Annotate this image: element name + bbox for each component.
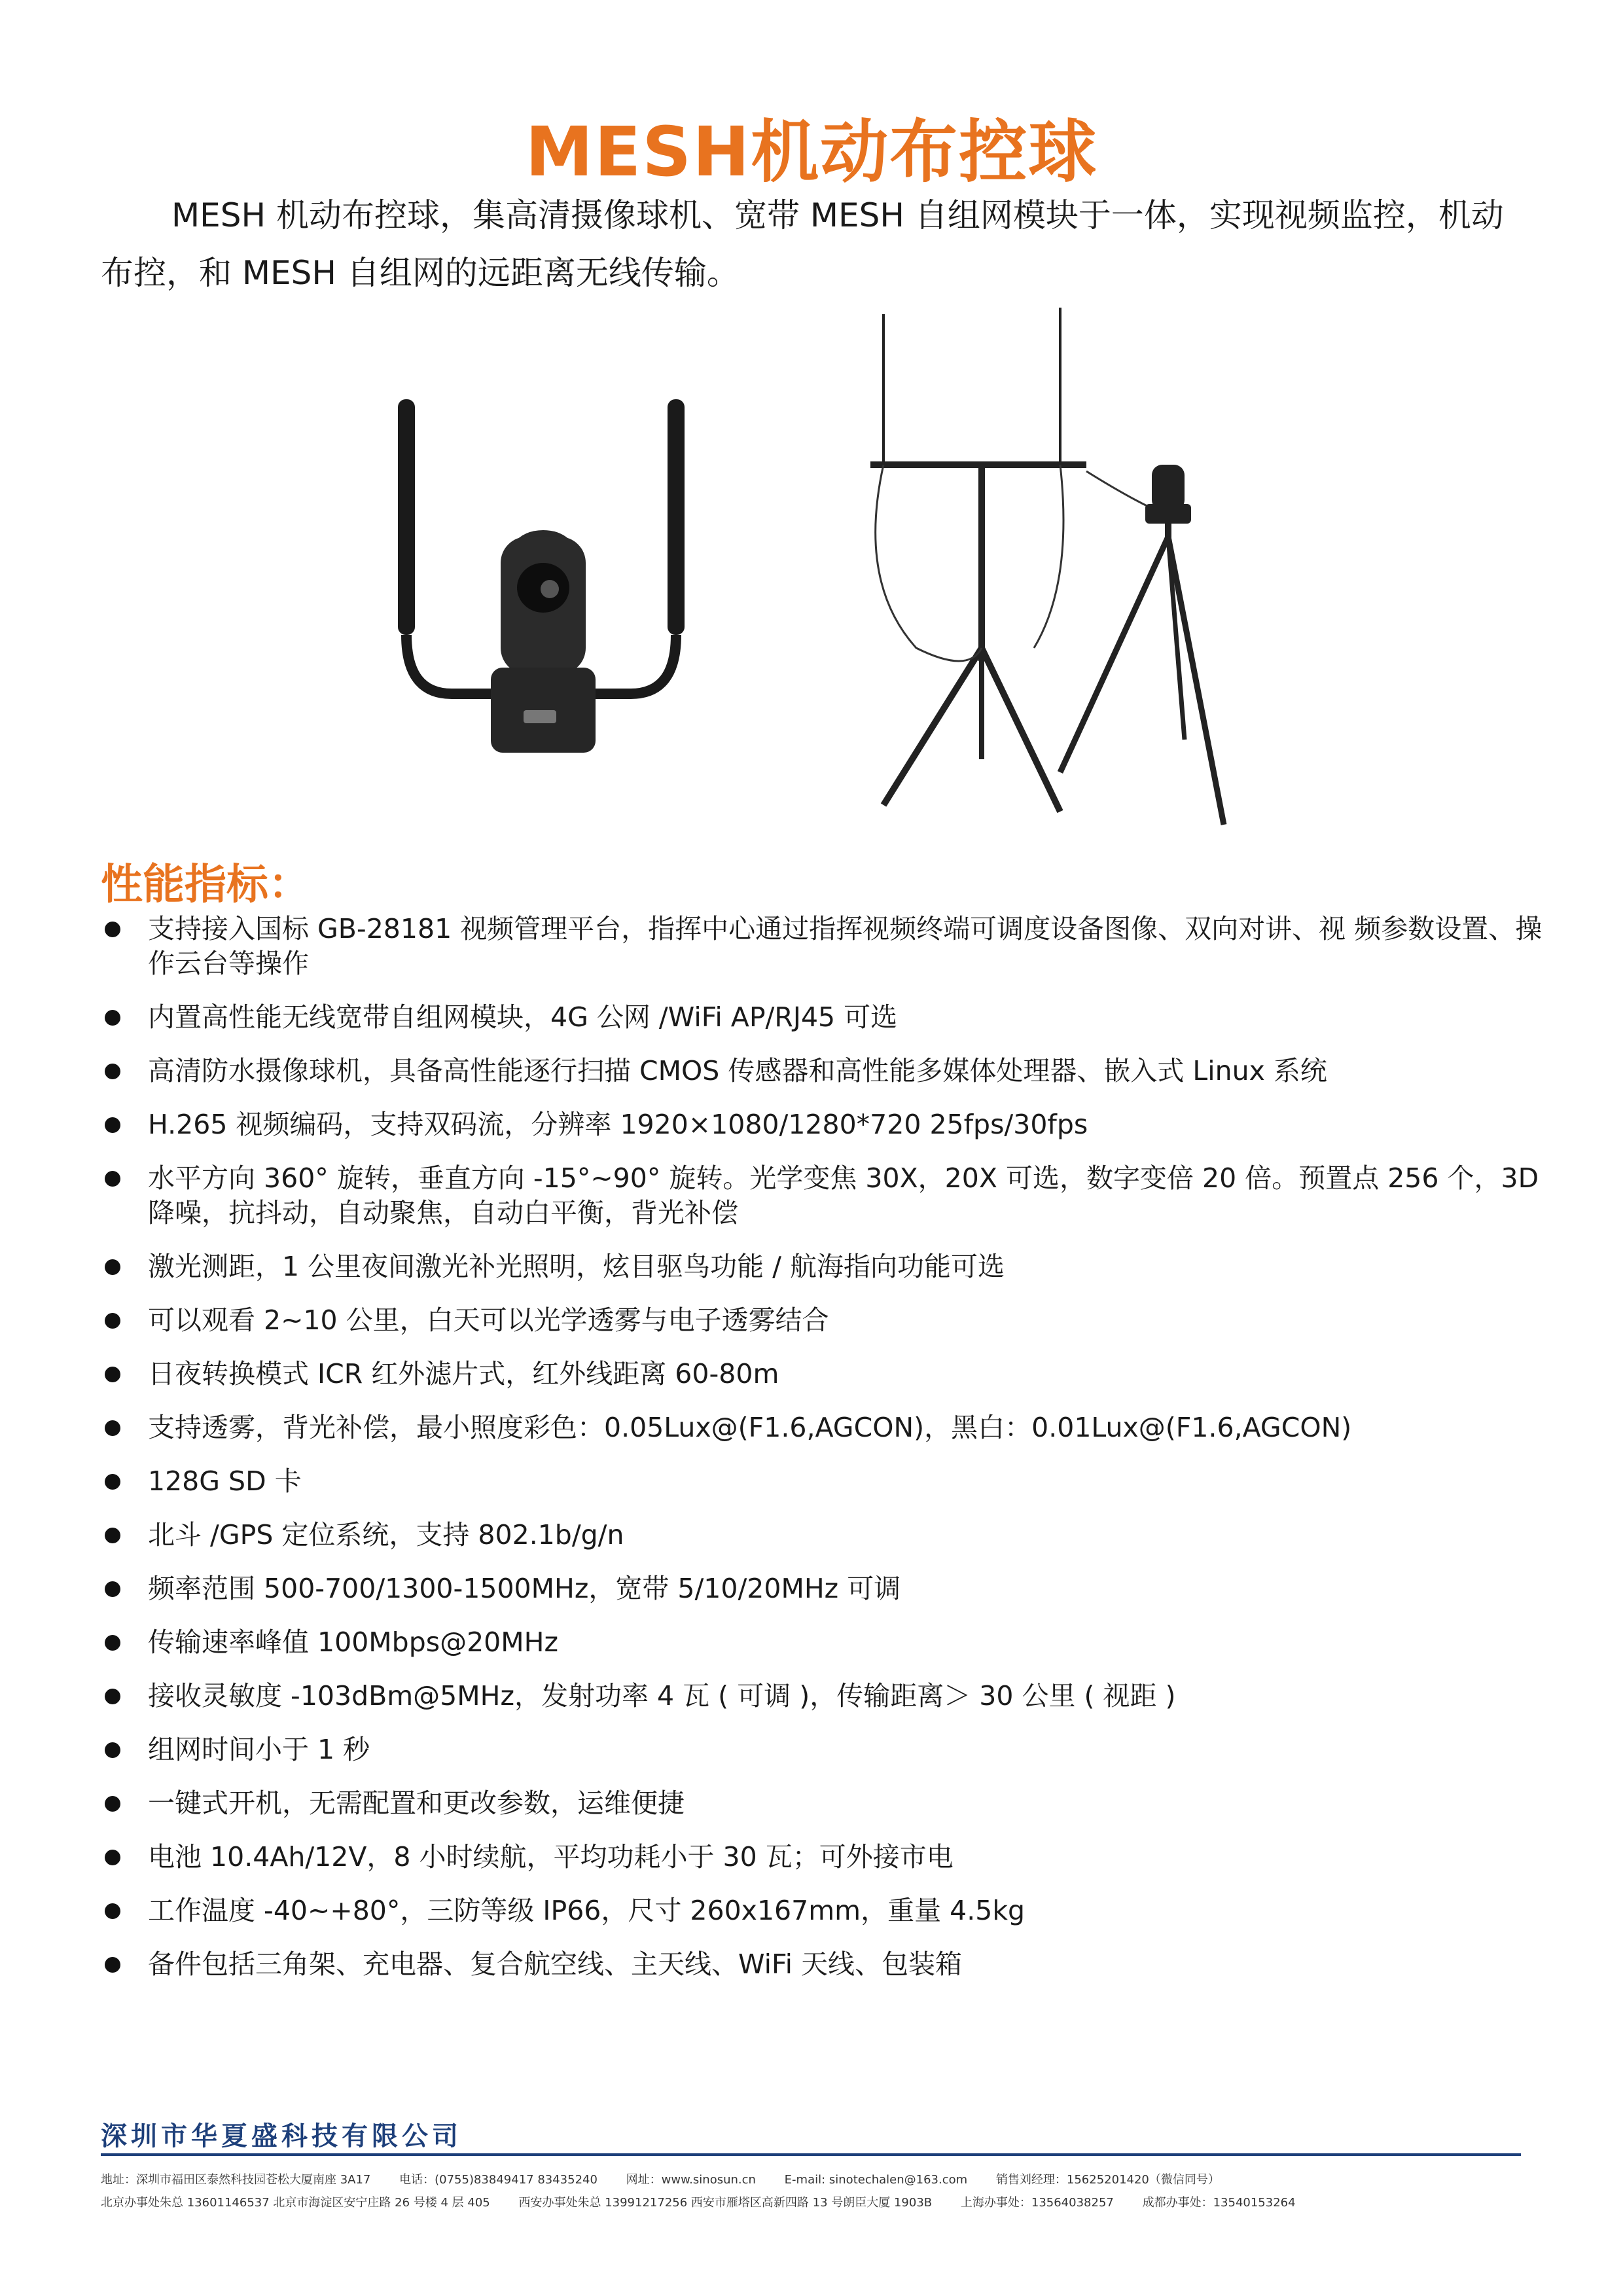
spec-item: 组网时间小于 1 秒	[99, 1732, 1552, 1767]
footer-phone: 电话：(0755)83849417 83435240	[399, 2173, 597, 2187]
spec-item: 激光测距，1 公里夜间激光补光照明，炫目驱鸟功能 / 航海指向功能可选	[99, 1249, 1552, 1284]
spec-item: 传输速率峰值 100Mbps@20MHz	[99, 1625, 1552, 1660]
section-title-specs: 性能指标：	[101, 861, 310, 909]
footer-chengdu-office: 成都办事处：13540153264	[1142, 2196, 1296, 2210]
footer-xian-office: 西安办事处朱总 13991217256 西安市雁塔区高新四路 13 号朗臣大厦 1903B	[518, 2196, 933, 2210]
spec-item: 水平方向 360° 旋转，垂直方向 -15°~90° 旋转。光学变焦 30X，20X 可选，数字变倍 20 倍。预置点 256 个，3D 降噪，抗抖动，自动聚焦，自动白平衡，背光补偿	[99, 1161, 1552, 1230]
footer-divider	[101, 2153, 1521, 2156]
footer-contact-line-1	[101, 2170, 1245, 2187]
footer-shanghai-office: 上海办事处：13564038257	[960, 2196, 1114, 2210]
spec-item: 接收灵敏度 -103dBm@5MHz，发射功率 4 瓦 ( 可调 )，传输距离＞ 30 公里 ( 视距 )	[99, 1679, 1552, 1713]
spec-item: 备件包括三角架、充电器、复合航空线、主天线、WiFi 天线、包装箱	[99, 1947, 1552, 1982]
footer-contact-line-2	[101, 2193, 1321, 2210]
footer-sales-contact: 销售刘经理：15625201420（微信同号）	[995, 2173, 1220, 2187]
spec-item: 内置高性能无线宽带自组网模块，4G 公网 /WiFi AP/RJ45 可选	[99, 1000, 1552, 1035]
footer-company-name: 深圳市华夏盛科技有限公司	[101, 2121, 462, 2151]
spec-item: 电池 10.4Ah/12V，8 小时续航，平均功耗小于 30 瓦；可外接市电	[99, 1840, 1552, 1874]
spec-item: 支持接入国标 GB-28181 视频管理平台，指挥中心通过指挥视频终端可调度设备图像、双向对讲、视 频参数设置、操作云台等操作	[99, 912, 1552, 981]
page-title: MESH机动布控球	[525, 112, 1098, 192]
footer-website: 网址：www.sinosun.cn	[626, 2173, 756, 2187]
spec-item: 频率范围 500-700/1300-1500MHz，宽带 5/10/20MHz 可调	[99, 1571, 1552, 1606]
spec-item: 工作温度 -40~+80°，三防等级 IP66，尺寸 260x167mm，重量 4.5kg	[99, 1893, 1552, 1928]
camera-product-photo	[393, 380, 694, 759]
spec-item: 高清防水摄像球机，具备高性能逐行扫描 CMOS 传感器和高性能多媒体处理器、嵌入式 Linux 系统	[99, 1054, 1552, 1088]
spec-item: 可以观看 2~10 公里，白天可以光学透雾与电子透雾结合	[99, 1303, 1552, 1338]
spec-item: 128G SD 卡	[99, 1464, 1552, 1499]
spec-list	[99, 912, 1552, 2001]
spec-item: 一键式开机，无需配置和更改参数，运维便捷	[99, 1786, 1552, 1821]
tripod-deployment-photo	[864, 308, 1270, 844]
spec-item: H.265 视频编码，支持双码流，分辨率 1920×1080/1280*720 25fps/30fps	[99, 1107, 1552, 1142]
footer-address: 地址：深圳市福田区泰然科技园苍松大厦南座 3A17	[101, 2173, 371, 2187]
intro-paragraph: MESH 机动布控球，集高清摄像球机、宽带 MESH 自组网模块于一体，实现视频监控，机动布控，和 MESH 自组网的远距离无线传输。	[101, 196, 1504, 292]
footer-email: E-mail: sinotechalen@163.com	[784, 2173, 968, 2187]
spec-item: 支持透雾，背光补偿，最小照度彩色：0.05Lux@(F1.6,AGCON)，黑白：0.01Lux@(F1.6,AGCON)	[99, 1410, 1552, 1445]
spec-item: 日夜转换模式 ICR 红外滤片式，红外线距离 60-80m	[99, 1357, 1552, 1391]
footer-beijing-office: 北京办事处朱总 13601146537 北京市海淀区安宁庄路 26 号楼 4 层 405	[101, 2196, 490, 2210]
spec-item: 北斗 /GPS 定位系统，支持 802.1b/g/n	[99, 1518, 1552, 1552]
